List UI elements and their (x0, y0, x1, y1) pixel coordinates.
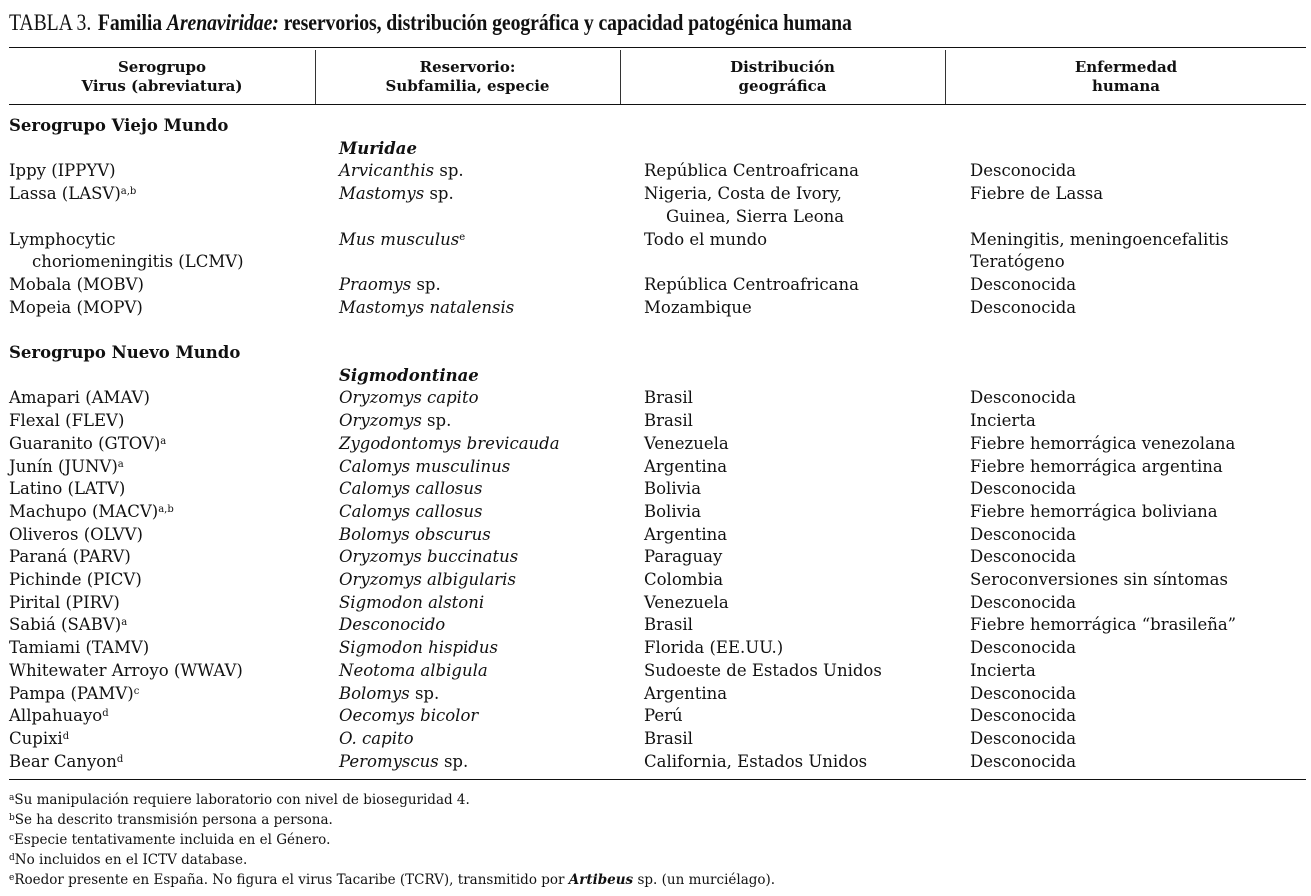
table-row (0, 546, 1311, 569)
footnote-mark: c (133, 685, 140, 697)
virus-label: Amapari (AMAV) (9, 388, 150, 408)
footnote-mark: d (102, 708, 109, 720)
table-title (9, 10, 852, 37)
footnote-mark: d (116, 753, 124, 765)
virus-name (9, 592, 120, 615)
distribution: California, Estados Unidos (644, 751, 868, 771)
footnote-text: Especie tentativamente incluida en el Género. (14, 832, 331, 848)
distribution: Argentina (644, 683, 728, 703)
table-row (0, 524, 1311, 547)
table-row (0, 614, 1311, 637)
footnote-text: No incluidos en el ICTV database. (14, 852, 248, 868)
reservoir-species (339, 410, 451, 433)
reservoir-species (339, 160, 464, 183)
virus-label: Allpahuayo (9, 706, 103, 726)
footnote-mark: a (160, 435, 167, 447)
virus-name (9, 728, 69, 751)
table-row (0, 637, 1311, 660)
disease: Desconocida (970, 638, 1077, 658)
table-row (0, 160, 1311, 183)
table-row (0, 387, 1311, 410)
virus-label: Oliveros (OLVV) (9, 524, 143, 544)
footnote-mark: a (9, 793, 15, 803)
reservoir-species (339, 728, 414, 751)
virus-label: Lassa (LASV) (9, 184, 121, 204)
disease: Desconocida (970, 524, 1077, 544)
disease: Fiebre hemorrágica boliviana (970, 501, 1218, 521)
distribution: Paraguay (644, 547, 723, 567)
title-text-rest: reservorios, distribución geográfica y capacidad patogénica humana (278, 10, 852, 36)
distribution: Venezuela (644, 433, 729, 453)
reservoir-species (339, 751, 468, 774)
table-row (0, 229, 1311, 252)
virus-name (9, 546, 131, 569)
table-row (0, 728, 1311, 751)
species-suffix: sp. (421, 411, 452, 431)
species-name: Mus musculus (339, 229, 460, 249)
distribution: Nigeria, Costa de Ivory, (644, 184, 842, 204)
distribution: Argentina (644, 524, 728, 544)
distribution: Brasil (644, 728, 693, 748)
table-row (0, 751, 1311, 774)
header-reservoir (315, 58, 620, 96)
reservoir-species (339, 229, 465, 252)
disease: Desconocida (970, 683, 1077, 703)
species-name: Bolomys obscurus (339, 524, 491, 544)
species-name: Desconocido (339, 615, 446, 635)
virus-label: Pichinde (PICV) (9, 570, 142, 589)
reservoir-species (339, 546, 518, 569)
distribution: Guinea, Sierra Leona (666, 206, 845, 226)
distribution: Florida (EE.UU.) (644, 638, 784, 658)
footnote-mark: b (9, 813, 15, 823)
header-line: Enfermedad (1074, 58, 1178, 76)
virus-label: Machupo (MACV) (9, 501, 159, 521)
disease: Meningitis, meningoencefalitis (970, 229, 1229, 249)
table-row (0, 683, 1311, 706)
header-virus (9, 58, 315, 96)
species-suffix: sp. (434, 161, 464, 181)
virus-label: Guaranito (GTOV) (9, 433, 161, 453)
table-label: TABLA 3. (9, 10, 92, 36)
virus-name (9, 410, 124, 433)
table-row (0, 456, 1311, 479)
table-row (0, 569, 1311, 592)
species-name: Calomys callosus (339, 479, 483, 499)
species-name: Oryzomys buccinatus (339, 547, 519, 567)
footnote-mark: e (9, 873, 15, 883)
distribution: Colombia (644, 570, 724, 589)
species-suffix: sp. (411, 274, 441, 294)
virus-name (9, 683, 139, 706)
species-name: Oryzomys albigularis (339, 570, 516, 589)
disease: Desconocida (970, 297, 1077, 317)
species-name: Oryzomys capito (339, 388, 479, 408)
species-name: O. capito (339, 728, 414, 748)
disease: Fiebre hemorrágica venezolana (970, 433, 1236, 453)
virus-name (9, 705, 109, 728)
disease: Incierta (970, 660, 1036, 680)
section-heading: Serogrupo Nuevo Mundo (9, 343, 241, 362)
distribution: República Centroafricana (644, 274, 859, 294)
bottom-rule (9, 779, 1306, 780)
species-name: Praomys (339, 274, 412, 294)
footnote (9, 810, 333, 830)
header-distribution (620, 58, 945, 96)
footnote-genus: Artibeus (568, 872, 634, 888)
distribution: Venezuela (644, 592, 729, 612)
table-row (0, 365, 1311, 388)
footnote (9, 870, 775, 890)
reservoir-species (339, 683, 439, 706)
table-row (0, 297, 1311, 320)
virus-name (9, 297, 143, 320)
disease: Desconocida (970, 274, 1077, 294)
header-line: Serogrupo (117, 58, 207, 76)
species-name: Neotoma albigula (339, 660, 488, 680)
title-text: Familia (97, 10, 167, 36)
disease: Desconocida (970, 547, 1077, 567)
table-row (0, 274, 1311, 297)
virus-label: Whitewater Arroyo (WWAV) (9, 660, 243, 680)
virus-name (32, 251, 244, 274)
species-name: Peromyscus (339, 751, 439, 771)
virus-label: Cupixi (9, 728, 63, 748)
reservoir-species (339, 478, 482, 501)
virus-label: Paraná (PARV) (9, 547, 131, 567)
species-name: Sigmodon alstoni (339, 592, 485, 612)
header-line: Distribución (730, 58, 835, 76)
footnote (9, 830, 330, 850)
distribution: Brasil (644, 411, 693, 431)
header-rule (9, 104, 1306, 105)
disease: Desconocida (970, 751, 1077, 771)
virus-name (9, 637, 149, 660)
reservoir-species (339, 433, 560, 456)
disease: Incierta (970, 411, 1036, 431)
header-line: Reservorio: (419, 58, 516, 76)
virus-name (9, 456, 124, 479)
footnote-mark: a (117, 458, 124, 470)
species-name: Calomys callosus (339, 501, 483, 521)
table-row (0, 705, 1311, 728)
distribution: Argentina (644, 456, 728, 476)
species-name: Bolomys (339, 683, 410, 703)
footnote-mark: e (459, 231, 466, 243)
distribution: Bolivia (644, 501, 702, 521)
footnote-mark: c (9, 833, 15, 843)
footnote-text: sp. (un murciélago). (633, 872, 776, 888)
species-suffix: sp. (424, 184, 454, 204)
virus-name (9, 433, 166, 456)
virus-name (9, 229, 115, 252)
virus-label: Ippy (IPPYV) (9, 161, 116, 181)
virus-label: Tamiami (TAMV) (9, 638, 150, 658)
footnote-mark: d (62, 730, 70, 742)
species-name: Mastomys natalensis (339, 297, 515, 317)
species-name: Sigmodon hispidus (339, 638, 498, 658)
virus-name (9, 751, 123, 774)
table-row (0, 478, 1311, 501)
top-rule (9, 47, 1306, 48)
reservoir-species (339, 456, 510, 479)
footnote-text: Su manipulación requiere laboratorio con nivel de bioseguridad 4. (14, 792, 470, 808)
footnote (9, 790, 470, 810)
reservoir-species (339, 183, 454, 206)
virus-label: Bear Canyon (9, 751, 117, 771)
virus-label: Sabiá (SABV) (9, 615, 122, 635)
reservoir-species (339, 660, 488, 683)
distribution: Mozambique (644, 297, 752, 317)
virus-label: Mobala (MOBV) (9, 274, 144, 294)
disease: Desconocida (970, 161, 1077, 181)
footnote-text: Roedor presente en España. No figura el virus Tacaribe (TCRV), transmitido por (14, 872, 569, 888)
virus-name (9, 274, 144, 297)
subfamily-name: Sigmodontinae (339, 365, 479, 385)
table-row (0, 592, 1311, 615)
distribution: Todo el mundo (644, 229, 768, 249)
reservoir-species (339, 297, 514, 320)
disease: Seroconversiones sin síntomas (970, 570, 1228, 589)
header-line: Virus (abreviatura) (81, 77, 243, 95)
species-name: Zygodontomys brevicauda (339, 433, 560, 453)
species-suffix: sp. (409, 683, 440, 703)
virus-name (9, 524, 143, 547)
virus-name (9, 614, 127, 637)
footnote-mark: a (121, 617, 128, 629)
reservoir-species (339, 387, 479, 410)
virus-label: Flexal (FLEV) (9, 411, 125, 431)
species-name: Calomys musculinus (339, 456, 511, 476)
table-row (0, 115, 1311, 138)
species-suffix: sp. (438, 751, 469, 771)
table-row (0, 501, 1311, 524)
header-disease (945, 58, 1307, 96)
header-line: Subfamilia, especie (385, 77, 550, 95)
species-name: Arvicanthis (339, 161, 435, 181)
virus-name (9, 660, 243, 683)
virus-label: Junín (JUNV) (9, 456, 118, 476)
reservoir-species (339, 274, 441, 297)
virus-label: Pirital (PIRV) (9, 592, 120, 612)
disease: Desconocida (970, 388, 1077, 408)
virus-name (9, 478, 125, 501)
reservoir-species (339, 705, 478, 728)
species-name: Oecomys bicolor (339, 706, 479, 726)
footnote-mark: a,b (158, 503, 174, 515)
virus-label: Pampa (PAMV) (9, 683, 134, 703)
virus-label: Lymphocytic (9, 229, 116, 249)
virus-label: choriomeningitis (LCMV) (32, 252, 244, 272)
disease: Desconocida (970, 479, 1077, 499)
distribution: Perú (644, 706, 683, 726)
disease: Desconocida (970, 728, 1077, 748)
table-row (0, 410, 1311, 433)
reservoir-species (339, 637, 498, 660)
subfamily-name: Muridae (339, 138, 417, 158)
disease: Desconocida (970, 592, 1077, 612)
disease: Fiebre de Lassa (970, 184, 1104, 204)
reservoir-species (339, 524, 491, 547)
table-row (0, 138, 1311, 161)
species-name: Oryzomys (339, 411, 422, 431)
section-heading: Serogrupo Viejo Mundo (9, 116, 229, 135)
disease: Fiebre hemorrágica argentina (970, 456, 1223, 476)
disease: Desconocida (970, 706, 1077, 726)
table-row (0, 251, 1311, 274)
reservoir-species (339, 501, 482, 524)
reservoir-species (339, 569, 516, 592)
virus-name (9, 501, 174, 524)
table-row (0, 183, 1311, 206)
distribution: Sudoeste de Estados Unidos (644, 660, 882, 680)
species-name: Mastomys (339, 184, 425, 204)
header-line: humana (1091, 77, 1161, 95)
footnote-mark: a,b (120, 186, 137, 198)
virus-name (9, 387, 150, 410)
footnote (9, 850, 247, 870)
virus-name (9, 160, 116, 183)
footnote-mark: d (9, 853, 15, 863)
table-row (0, 342, 1311, 365)
footnote-text: Se ha descrito transmisión persona a persona. (14, 812, 333, 828)
title-family: Arenaviridae: (166, 10, 279, 36)
disease: Fiebre hemorrágica “brasileña” (970, 615, 1237, 635)
distribution: Brasil (644, 388, 693, 408)
virus-name (9, 569, 142, 592)
table-row (0, 206, 1311, 229)
distribution: República Centroafricana (644, 161, 859, 181)
disease: Teratógeno (970, 252, 1065, 272)
reservoir-species (339, 614, 445, 637)
virus-label: Latino (LATV) (9, 479, 126, 499)
distribution: Brasil (644, 615, 693, 635)
header-line: geográfica (738, 77, 827, 95)
table-row (0, 433, 1311, 456)
virus-label: Mopeia (MOPV) (9, 297, 143, 317)
reservoir-species (339, 592, 484, 615)
table-row (0, 660, 1311, 683)
distribution: Bolivia (644, 479, 702, 499)
virus-name (9, 183, 136, 206)
